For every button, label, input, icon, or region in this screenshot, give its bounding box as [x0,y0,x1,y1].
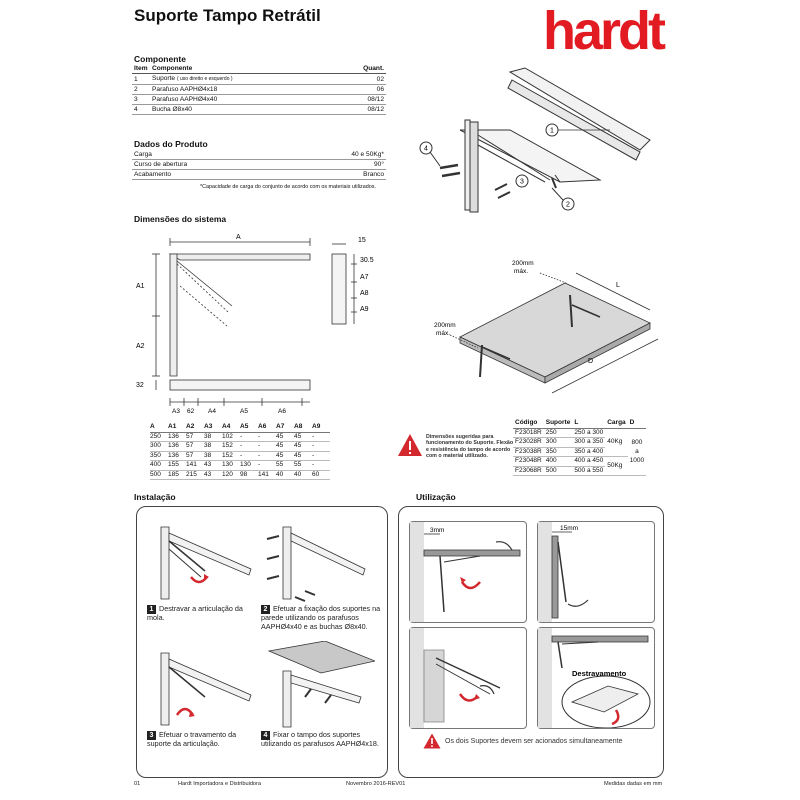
dim-3mm: 3mm [430,527,445,534]
label-62: 62 [187,408,195,415]
product-heading: Dados do Produto [134,139,208,149]
footer-page: 01 [134,781,141,787]
footer-date: Novembro 2016-REV01 [346,781,406,787]
table-row: Carga 40 e 50Kg* [134,151,384,158]
warning-text: Dimensões sugeridas para funcionamento do Suporte. Flexão e resistência do tampo de acordo com o material utilizado. [426,434,514,459]
col-component: Componente [150,64,332,74]
table-row: F23068R 500 500 a 550 [515,466,604,474]
unlock-label: Destravamento [572,669,627,678]
step-1-text: Destravar a articulação da mola. [147,604,243,622]
label-a: A [236,234,241,241]
label-a5: A5 [240,408,248,415]
table-row: F23038R 350 350 a 400 [515,447,604,455]
product-note: *Capacidade de carga do conjunto de acordo com os materiais utilizados. [200,184,376,190]
label-a7: A7 [360,274,369,281]
usage-cell-3 [409,627,527,729]
table-row: 500 185 215 43 120 98 141 40 40 60 [150,470,330,480]
dimensions-drawing [132,226,392,418]
usage-warning-icon [423,733,441,749]
table-row: 2 Parafuso AAPHØ4x18 06 [134,86,384,93]
usage-heading: Utilização [416,492,456,502]
warning-icon [397,433,423,457]
table-row: 250 136 57 38 102 - - 45 45 - [150,432,330,442]
usage-3-illustration [410,628,526,728]
label-a1: A1 [136,283,145,290]
usage-1-illustration [410,522,526,622]
table-row: 350 136 57 38 152 - - 45 45 - [150,451,330,461]
table-row: 300 136 57 38 152 - - 45 45 - [150,442,330,452]
usage-cell-4 [537,627,655,729]
installation-panel [136,506,388,778]
step-1 [147,605,257,623]
col-qty: Quant. [332,64,386,74]
footer-company: Hardt Importadora e Distribuidora [178,781,262,787]
step-4-number: 4 [261,731,270,740]
callout-3: 3 [520,178,524,186]
step-2-illustration [265,519,373,605]
step-4-text: Fixar o tampo dos suportes utilizando os parafusos AAPHØ4x18. [261,730,379,748]
label-32: 32 [136,382,144,389]
components-table [132,64,386,115]
usage-2-illustration [538,522,654,622]
dim-15mm: 15mm [560,525,579,532]
step-4-illustration [265,641,375,731]
col-item: Item [132,64,150,74]
label-30-5: 30.5 [360,257,374,264]
step-2 [261,605,385,631]
step-2-number: 2 [261,605,270,614]
dim-200-top: 200mm [512,260,534,267]
table-row: 4 Bucha Ø8x40 08/12 [134,106,384,113]
label-a6: A6 [278,408,286,415]
components-heading: Componente [134,54,186,64]
usage-cell-2 [537,521,655,623]
dim-l: L [616,282,620,289]
brand-logo: hardt [543,1,663,61]
footer-units: Medidas dadas em mm [604,781,663,787]
usage-warning-text: Os dois Suportes devem ser acionados simultaneamente [445,738,623,745]
label-a2: A2 [136,343,145,350]
callout-2: 2 [566,201,570,209]
usage-cell-1 [409,521,527,623]
isometric-table-drawing [420,255,670,415]
callout-1: 1 [550,127,554,135]
step-3-text: Efetuar o travamento da suporte da articulação. [147,730,237,748]
label-a4: A4 [208,408,216,415]
label-a3: A3 [172,408,180,415]
system-dimensions-heading: Dimensões do sistema [134,214,227,224]
installation-heading: Instalação [134,492,176,502]
label-15: 15 [358,237,366,244]
step-1-number: 1 [147,605,156,614]
table-row: 400 155 141 43 130 130 - 55 55 - [150,461,330,471]
table-row: F23048R 400 400 a 450 50Kg [513,457,646,467]
usage-panel [398,506,664,778]
step-1-illustration [151,519,259,605]
exploded-view-drawing [400,60,660,220]
callout-4: 4 [424,145,428,153]
label-a8: A8 [360,290,369,297]
table-row: F23028R 300 300 a 350 [515,438,604,445]
step-2-text: Efetuar a fixação dos suportes na parede utilizando os parafusos AAPHØ4x40 e as buchas Ø8x40. [261,604,381,631]
dim-max-left: máx. [436,330,451,337]
step-3 [147,731,257,749]
dim-max-top: máx. [514,268,529,275]
step-4 [261,731,385,749]
table-row: Acabamento Branco [134,171,384,178]
table-row: Curso de abertura 90° [134,161,384,168]
dimensions-table: A A1 A2 A3 A4 A5 A6 A7 A8 A9 250 136 57 38 102 - - 45 45 - 300 136 57 38 152 - - 45 45 - 350 136 57 38 152 - - 45 45 - 400 155 141 43 130 130 - 55 55 - 500 185 215 43 120 98 141 40 40 60 [150,423,330,480]
step-3-illustration [151,645,259,731]
product-table [132,150,386,180]
table-row: 3 Parafuso AAPHØ4x40 08/12 [134,96,384,103]
dim-200-left: 200mm [434,322,456,329]
usage-4-illustration [538,628,654,728]
table-row: F23018R 250 250 a 300 40Kg 800 a 1000 [513,428,646,438]
dim-d: D [588,358,594,365]
step-3-number: 3 [147,731,156,740]
label-a9: A9 [360,306,369,313]
page-title: Suporte Tampo Retrátil [134,6,321,25]
codes-table: Código Suporte L Carga D F23018R 250 250 a 300 40Kg 800 a 1000 F23028R 300 300 a 350 F23038R 350 350 a 400 F23048R 400 400 a 450 50Kg F23068R 500 500 a 550 [515,419,645,474]
table-row: 1 Suporte ( uso direito e esquerdo ) 02 [134,75,384,83]
